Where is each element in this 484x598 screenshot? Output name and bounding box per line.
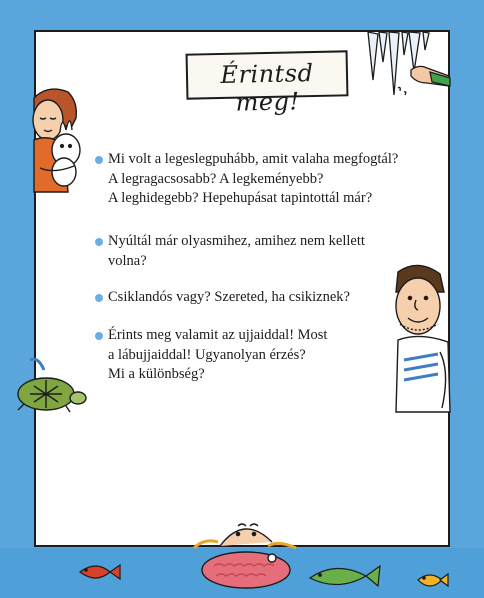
question-1-line-3: A leghidegebb? Hepehupásat tapintottál már? bbox=[108, 190, 373, 206]
question-1-line-1: Mi volt a legeslegpuhább, amit valaha megfogtál? bbox=[108, 151, 399, 167]
question-4-line-3: Mi a különbség? bbox=[108, 366, 205, 382]
red-fish-icon bbox=[80, 565, 120, 579]
icicles-illustration bbox=[368, 32, 429, 95]
page-title: Érintsd meg! bbox=[220, 59, 314, 117]
question-4-line-2: a lábujjaiddal! Ugyanolyan érzés? bbox=[108, 346, 306, 363]
girl-with-rabbit-illustration bbox=[33, 89, 80, 192]
green-fish-icon bbox=[310, 566, 380, 586]
question-2-line-2: volna? bbox=[108, 252, 147, 269]
question-3-line-1: Csiklandós vagy? Szereted, ha csikiznek? bbox=[108, 289, 350, 305]
question-2-line-1: Nyúltál már olyasmihez, amihez nem kellett bbox=[108, 233, 365, 249]
swimmer-illustration bbox=[194, 524, 296, 588]
question-1-line-2: A legragacsosabb? A legkeményebb? bbox=[108, 170, 324, 187]
pointing-hand-illustration bbox=[411, 66, 450, 86]
yellow-fish-icon bbox=[418, 574, 448, 586]
turtle-illustration bbox=[18, 359, 86, 412]
question-4-line-1: Érints meg valamit az ujjaiddal! Most bbox=[108, 327, 328, 343]
smiling-man-illustration bbox=[396, 265, 450, 412]
